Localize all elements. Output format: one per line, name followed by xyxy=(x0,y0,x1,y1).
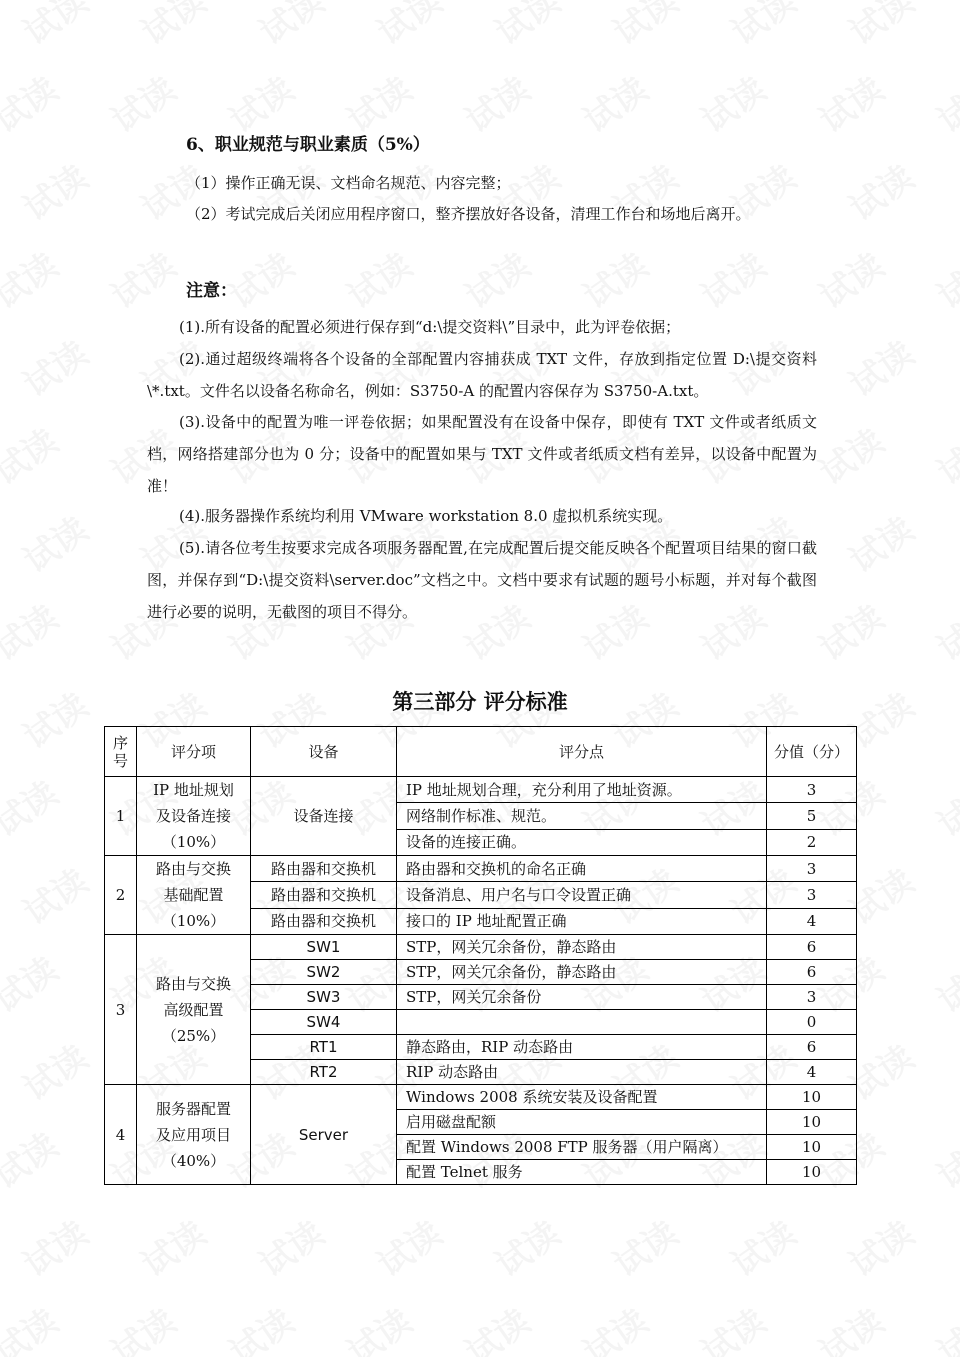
watermark-text xyxy=(926,63,960,142)
watermark-text xyxy=(484,1207,568,1286)
watermark-text xyxy=(572,1295,656,1357)
watermark-text xyxy=(0,63,66,142)
watermark-text xyxy=(838,0,922,54)
watermark-text xyxy=(838,327,922,406)
watermark-text xyxy=(12,503,96,582)
score-cell: 2 xyxy=(767,829,857,855)
watermark-text xyxy=(12,1031,96,1110)
watermark-text xyxy=(720,0,804,54)
watermark-text xyxy=(12,855,96,934)
part3-title: 第三部分 评分标准 xyxy=(392,689,568,714)
score-cell: 4 xyxy=(767,1060,857,1085)
watermark-text xyxy=(484,0,568,54)
watermark-text xyxy=(956,151,960,230)
watermark-text xyxy=(336,1295,420,1357)
table-row xyxy=(105,856,857,882)
note-item-3: (3).设备中的配置为唯一评卷依据；如果配置没有在设备中保存，即使有 TXT 文件或者纸质文档，网络搭建部分也为 0 分；设备中的配置如果与 TXT 文件或者纸质文档有差异，以设备中配置为准！ xyxy=(147,413,817,495)
point-cell: 网络制作标准、规范。 xyxy=(397,803,767,829)
header-device: 设备 xyxy=(251,727,397,777)
score-cell: 10 xyxy=(767,1135,857,1160)
group-number: 3 xyxy=(105,935,137,1085)
point-cell: STP，网关冗余备份 xyxy=(397,985,767,1010)
watermark-text xyxy=(454,239,538,318)
notes-title: 注意： xyxy=(186,281,237,301)
watermark-text xyxy=(926,767,960,846)
watermark-text xyxy=(956,1031,960,1110)
score-cell: 10 xyxy=(767,1160,857,1185)
watermark-text xyxy=(808,591,892,670)
group-number: 1 xyxy=(105,777,137,856)
point-cell: 静态路由，RIP 动态路由 xyxy=(397,1035,767,1060)
watermark-text xyxy=(926,239,960,318)
score-cell: 0 xyxy=(767,1010,857,1035)
score-cell: 4 xyxy=(767,908,857,934)
score-cell: 3 xyxy=(767,777,857,803)
watermark-text xyxy=(572,239,656,318)
point-cell: RIP 动态路由 xyxy=(397,1060,767,1085)
section6-item-1: （1）操作正确无误、文档命名规范、内容完整； xyxy=(186,174,511,192)
group-item: IP 地址规划 及设备连接 （10%） xyxy=(137,777,251,856)
watermark-text xyxy=(720,1207,804,1286)
point-cell: 设备消息、用户名与口令设置正确 xyxy=(397,882,767,908)
device-cell: 路由器和交换机 xyxy=(251,882,397,908)
watermark-text xyxy=(602,0,686,54)
watermark-text xyxy=(454,1295,538,1357)
point-cell: 路由器和交换机的命名正确 xyxy=(397,856,767,882)
watermark-text xyxy=(0,767,66,846)
watermark-text xyxy=(838,1207,922,1286)
score-cell: 6 xyxy=(767,960,857,985)
watermark-text xyxy=(248,0,332,54)
watermark-text xyxy=(12,327,96,406)
watermark-text xyxy=(926,415,960,494)
watermark-text xyxy=(926,943,960,1022)
note-item-1: (1).所有设备的配置必须进行保存到“d:\提交资料\”目录中，此为评卷依据； xyxy=(179,318,681,336)
watermark-text xyxy=(336,239,420,318)
watermark-text xyxy=(808,239,892,318)
point-cell: Windows 2008 系统安装及设备配置 xyxy=(397,1085,767,1110)
watermark-text xyxy=(572,63,656,142)
watermark-text xyxy=(12,1207,96,1286)
score-cell: 5 xyxy=(767,803,857,829)
watermark-text xyxy=(808,63,892,142)
header-point: 评分点 xyxy=(397,727,767,777)
device-cell: RT2 xyxy=(251,1060,397,1085)
watermark-text xyxy=(956,855,960,934)
watermark-text xyxy=(366,1207,450,1286)
watermark-text xyxy=(0,239,66,318)
group-number: 2 xyxy=(105,856,137,935)
scoring-table xyxy=(104,726,857,1185)
header-score: 分值（分） xyxy=(767,727,857,777)
point-cell: 设备的连接正确。 xyxy=(397,829,767,855)
watermark-text xyxy=(838,503,922,582)
device-cell: RT1 xyxy=(251,1035,397,1060)
section6-heading: 6、职业规范与职业素质（5%） xyxy=(186,135,430,155)
group-item: 路由与交换 基础配置 （10%） xyxy=(137,856,251,935)
table-row xyxy=(105,1085,857,1110)
watermark-text xyxy=(690,1295,774,1357)
watermark-text xyxy=(12,0,96,54)
watermark-text xyxy=(0,1119,66,1198)
watermark-text xyxy=(0,943,66,1022)
watermark-text xyxy=(690,239,774,318)
watermark-text xyxy=(956,1207,960,1286)
watermark-text xyxy=(602,1207,686,1286)
watermark-text xyxy=(248,1207,332,1286)
device-cell: SW1 xyxy=(251,935,397,960)
device-cell: SW3 xyxy=(251,985,397,1010)
section6-item-2: （2）考试完成后关闭应用程序窗口，整齐摆放好各设备，清理工作台和场地后离开。 xyxy=(186,205,751,223)
point-cell: 配置 Telnet 服务 xyxy=(397,1160,767,1185)
table-row xyxy=(105,935,857,960)
point-cell: STP，网关冗余备份，静态路由 xyxy=(397,935,767,960)
watermark-text xyxy=(956,503,960,582)
note-item-2: (2).通过超级终端将各个设备的全部配置内容捕获成 TXT 文件，存放到指定位置 D:\提交资料\*.txt。文件名以设备名称命名，例如：S3750-A 的配置内容保存为 S3750-A.txt。 xyxy=(147,350,817,400)
watermark-text xyxy=(100,63,184,142)
device-cell: 设备连接 xyxy=(251,777,397,856)
watermark-text xyxy=(926,1295,960,1357)
score-cell: 6 xyxy=(767,1035,857,1060)
watermark-text xyxy=(100,1295,184,1357)
device-cell: SW4 xyxy=(251,1010,397,1035)
watermark-text xyxy=(0,1295,66,1357)
header-item: 评分项 xyxy=(137,727,251,777)
note-item-5: (5).请各位考生按要求完成各项服务器配置,在完成配置后提交能反映各个配置项目结果的窗口截图，并保存到“D:\提交资料\server.doc”文档之中。文档中要求有试题的题号小标题，并对每个截图进行必要的说明，无截图的项目不得分。 xyxy=(147,539,817,621)
point-cell: 启用磁盘配额 xyxy=(397,1110,767,1135)
score-cell: 3 xyxy=(767,882,857,908)
watermark-text xyxy=(956,327,960,406)
score-cell: 10 xyxy=(767,1110,857,1135)
device-cell: SW2 xyxy=(251,960,397,985)
table-row xyxy=(105,777,857,803)
watermark-text xyxy=(956,0,960,54)
group-item: 服务器配置 及应用项目 （40%） xyxy=(137,1085,251,1185)
score-cell: 3 xyxy=(767,856,857,882)
score-cell: 6 xyxy=(767,935,857,960)
watermark-text xyxy=(218,1295,302,1357)
watermark-text xyxy=(926,1119,960,1198)
point-cell: 接口的 IP 地址配置正确 xyxy=(397,908,767,934)
group-number: 4 xyxy=(105,1085,137,1185)
watermark-text xyxy=(100,239,184,318)
point-cell: 配置 Windows 2008 FTP 服务器（用户隔离） xyxy=(397,1135,767,1160)
header-no: 序号 xyxy=(105,727,137,777)
score-cell: 3 xyxy=(767,985,857,1010)
watermark-text xyxy=(12,151,96,230)
point-cell: STP，网关冗余备份，静态路由 xyxy=(397,960,767,985)
watermark-text xyxy=(0,415,66,494)
watermark-text xyxy=(454,63,538,142)
group-item: 路由与交换 高级配置 （25%） xyxy=(137,935,251,1085)
watermark-text xyxy=(808,1295,892,1357)
watermark-text xyxy=(808,415,892,494)
watermark-text xyxy=(130,0,214,54)
watermark-text xyxy=(690,63,774,142)
watermark-text xyxy=(926,591,960,670)
watermark-text xyxy=(366,0,450,54)
watermark-text xyxy=(838,151,922,230)
table-header-row xyxy=(105,727,857,777)
watermark-text xyxy=(130,1207,214,1286)
note-item-4: (4).服务器操作系统均利用 VMware workstation 8.0 虚拟机系统实现。 xyxy=(179,507,673,525)
score-cell: 10 xyxy=(767,1085,857,1110)
watermark-text xyxy=(0,591,66,670)
device-cell: Server xyxy=(251,1085,397,1185)
device-cell: 路由器和交换机 xyxy=(251,856,397,882)
point-cell: IP 地址规划合理，充分利用了地址资源。 xyxy=(397,777,767,803)
point-cell xyxy=(397,1010,767,1035)
device-cell: 路由器和交换机 xyxy=(251,908,397,934)
